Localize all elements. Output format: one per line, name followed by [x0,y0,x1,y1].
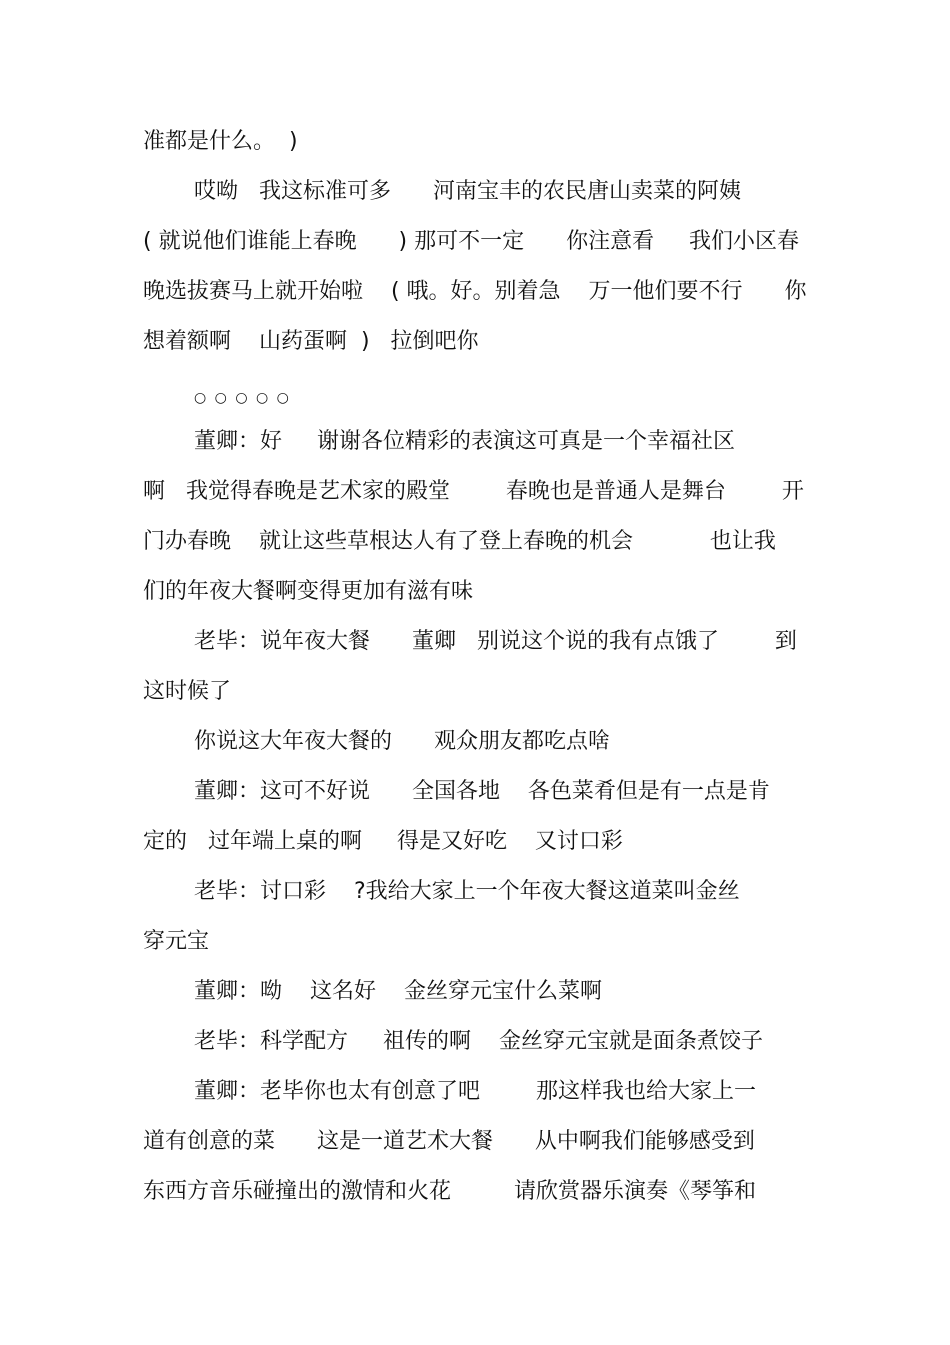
text-line: 门办春晚 就让这些草根达人有了登上春晚的机会 也让我 [143,529,776,554]
text-line: 老毕：说年夜大餐 董卿 别说这个说的我有点饿了 到 [194,629,797,654]
text-line: 这时候了 [143,679,232,704]
text-line: 啊 我觉得春晚是艺术家的殿堂 春晚也是普通人是舞台 开 [143,479,804,504]
text-line: 哎呦 我这标准可多 河南宝丰的农民唐山卖菜的阿姨 [194,179,741,204]
text-line: 晚选拔赛马上就开始啦 ( 哦。好。别着急 万一他们要不行 你 [143,279,807,304]
text-line: 东西方音乐碰撞出的激情和火花 请欣赏器乐演奏《琴筝和 [143,1179,756,1204]
text-line: 老毕：科学配方 祖传的啊 金丝穿元宝就是面条煮饺子 [194,1029,763,1054]
text-line: 董卿：呦 这名好 金丝穿元宝什么菜啊 [194,979,602,1004]
text-line: 穿元宝 [143,929,210,954]
text-line: 董卿：老毕你也太有创意了吧 那这样我也给大家上一 [194,1079,756,1104]
text-line: 你说这大年夜大餐的 观众朋友都吃点啥 [194,729,610,754]
text-line: 董卿：这可不好说 全国各地 各色菜肴但是有一点是肯 [194,779,770,804]
text-line: ( 就说他们谁能上春晚 ) 那可不一定 你注意看 我们小区春 [143,229,800,254]
text-line: 董卿：好 谢谢各位精彩的表演这可真是一个幸福社区 [194,429,735,454]
ellipsis-marks: ○ ○ ○ ○ ○ [194,390,291,406]
text-line: 想着额啊 山药蛋啊 ) 拉倒吧你 [143,329,479,354]
text-line: 老毕：讨口彩 ?我给大家上一个年夜大餐这道菜叫金丝 [194,879,740,904]
text-line: 准都是什么。 ) [143,129,298,154]
text-line: 们的年夜大餐啊变得更加有滋有味 [143,579,474,604]
text-line: 道有创意的菜 这是一道艺术大餐 从中啊我们能够感受到 [143,1129,755,1154]
text-line: 定的 过年端上桌的啊 得是又好吃 又讨口彩 [143,829,623,854]
